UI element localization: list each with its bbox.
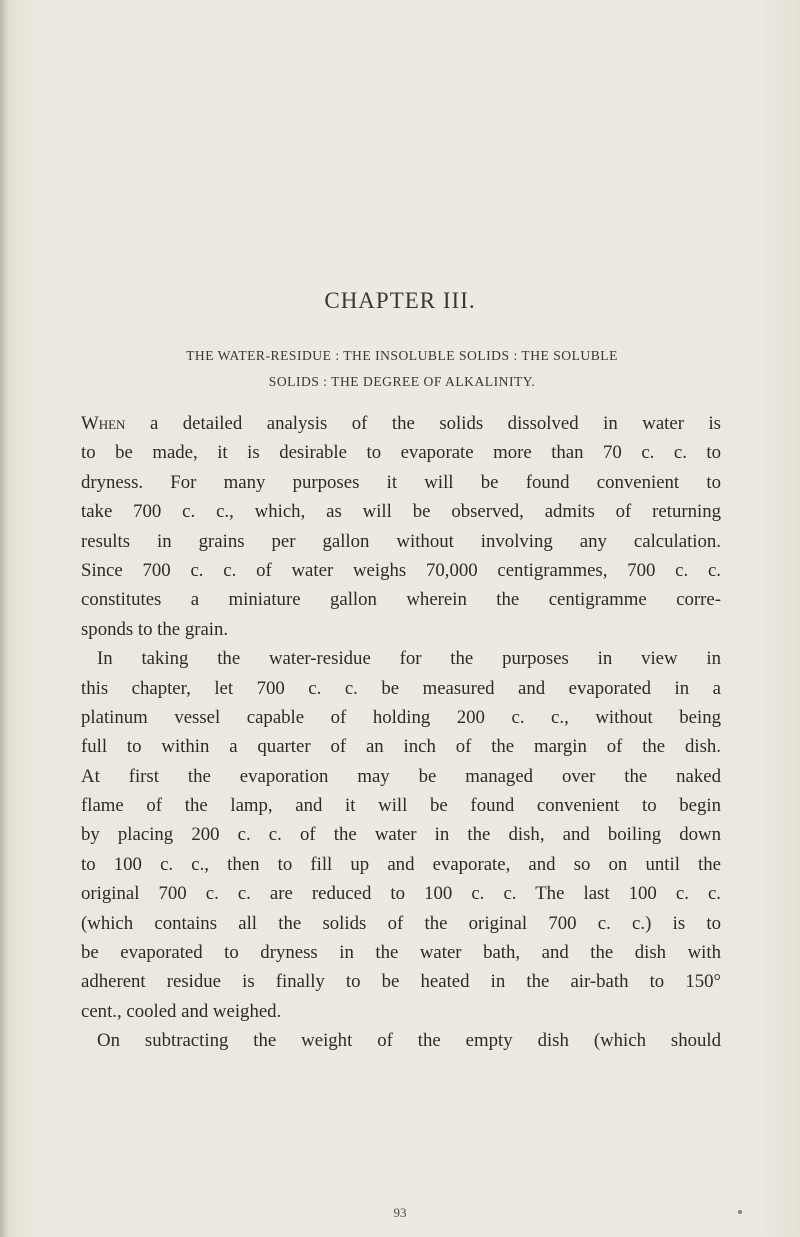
text-line: full to within a quarter of an inch of the margin of the dish.	[81, 736, 721, 758]
text-line: this chapter, let 700 c. c. be measured and evaporated in a	[81, 677, 721, 699]
text-line-content: a detailed analysis of the solids dissolved in water is	[125, 413, 721, 434]
binding-shadow	[0, 0, 8, 1237]
chapter-subtitle-line-1: THE WATER-RESIDUE : THE INSOLUBLE SOLIDS : THE SOLUBLE	[186, 348, 618, 363]
text-line: constitutes a miniature gallon wherein the centigramme corre-	[81, 589, 721, 611]
text-line: be evaporated to dryness in the water bath, and the dish with	[81, 942, 721, 964]
text-line: sponds to the grain.	[81, 618, 229, 640]
text-line: adherent residue is finally to be heated in the air-bath to 150°	[81, 971, 721, 993]
text-line: In taking the water-residue for the purposes in view in	[97, 648, 721, 670]
chapter-subtitle-line-2: SOLIDS : THE DEGREE OF ALKALINITY.	[268, 374, 536, 389]
text-line: to 100 c. c., then to fill up and evaporate, and so on until the	[81, 853, 721, 875]
text-line: At first the evaporation may be managed over the naked	[81, 765, 721, 787]
text-line: results in grains per gallon without involving any calculation.	[81, 530, 721, 552]
speck	[738, 1210, 742, 1214]
text-line: platinum vessel capable of holding 200 c. c., without being	[81, 706, 721, 728]
text-line: flame of the lamp, and it will be found convenient to begin	[81, 795, 721, 817]
text-line	[81, 409, 721, 438]
text-line: Since 700 c. c. of water weighs 70,000 centigrammes, 700 c. c.	[81, 559, 721, 581]
text-line: original 700 c. c. are reduced to 100 c. c. The last 100 c. c.	[81, 883, 721, 905]
text-line: (which contains all the solids of the original 700 c. c.) is to	[81, 912, 721, 934]
text-line: take 700 c. c., which, as will be observed, admits of returning	[81, 501, 721, 523]
text-line: to be made, it is desirable to evaporate more than 70 c. c. to	[81, 442, 721, 464]
page-number: 93	[393, 1205, 407, 1220]
text-line: dryness. For many purposes it will be found convenient to	[81, 471, 721, 493]
text-line: cent., cooled and weighed.	[81, 1000, 282, 1022]
text-line: On subtracting the weight of the empty dish (which should	[97, 1030, 721, 1052]
chapter-title: CHAPTER III.	[324, 288, 476, 313]
text-line: by placing 200 c. c. of the water in the dish, and boiling down	[81, 824, 721, 846]
opening-word: When	[81, 413, 126, 434]
body-text	[81, 409, 721, 1056]
